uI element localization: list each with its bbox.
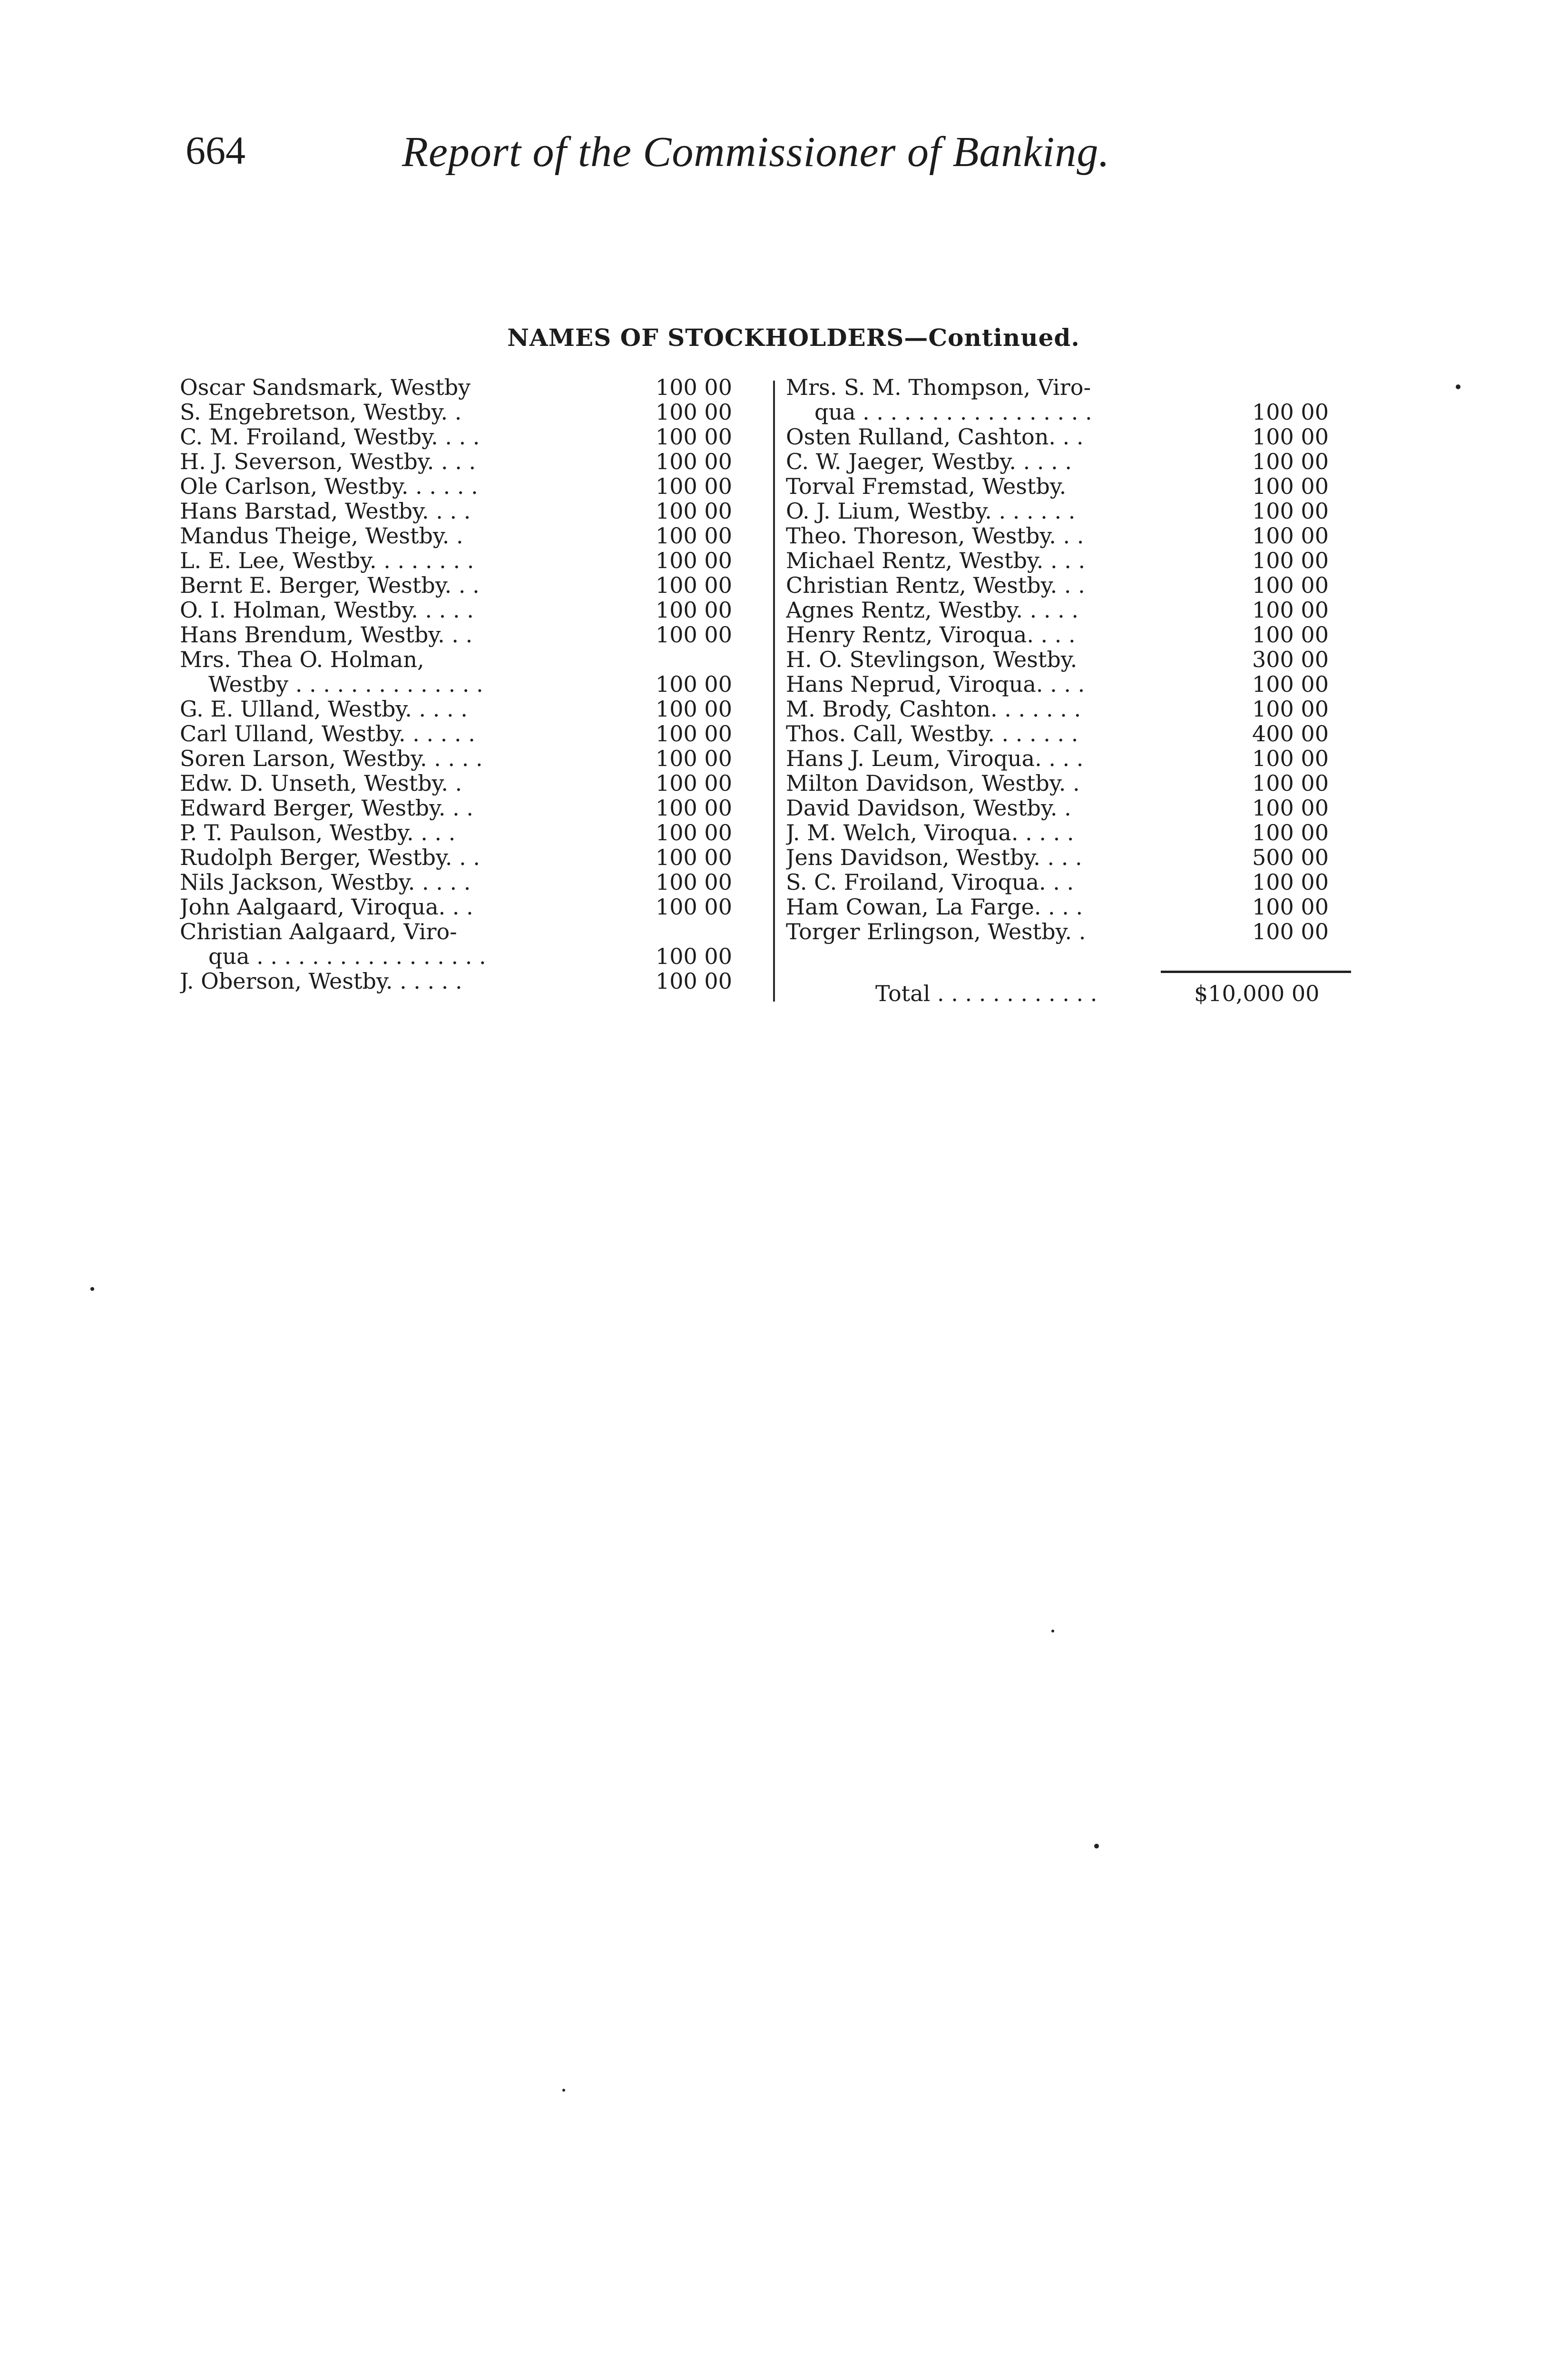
stockholder-row — [180, 424, 769, 449]
stockholder-name: Hans Barstad, Westby. . . . — [180, 499, 471, 523]
stockholder-row — [786, 622, 1381, 647]
stockholder-name: Mrs. Thea O. Holman, — [180, 647, 424, 672]
stockholder-name-continuation: qua . . . . . . . . . . . . . . . . . — [814, 400, 1092, 424]
stockholder-name: Ham Cowan, La Farge. . . . — [786, 895, 1083, 919]
stockholder-name: Michael Rentz, Westby. . . . — [786, 548, 1086, 573]
stockholder-name: Thos. Call, Westby. . . . . . . — [786, 721, 1078, 746]
stockholder-amount: 100 00 — [1252, 597, 1329, 623]
stockholder-amount: 500 00 — [1252, 845, 1329, 870]
column-divider — [773, 381, 775, 1002]
stockholder-row — [786, 845, 1381, 870]
stockholder-name: C. W. Jaeger, Westby. . . . . — [786, 449, 1072, 474]
stockholder-name: L. E. Lee, Westby. . . . . . . . — [180, 548, 474, 573]
stockholder-row — [180, 573, 769, 598]
stockholder-name: David Davidson, Westby. . — [786, 796, 1071, 820]
stockholder-amount: 100 00 — [656, 572, 732, 598]
stockholder-amount: 100 00 — [656, 671, 732, 697]
stockholder-name: Edw. D. Unseth, Westby. . — [180, 771, 462, 796]
stockholder-amount: 100 00 — [1252, 770, 1329, 796]
stockholder-name-continuation: Westby . . . . . . . . . . . . . . — [208, 672, 483, 697]
stockholder-amount: 100 00 — [1252, 548, 1329, 573]
stockholder-row — [180, 622, 769, 647]
stockholder-amount: 100 00 — [656, 746, 732, 771]
stockholder-row — [180, 400, 769, 424]
stockholder-amount: 100 00 — [656, 548, 732, 573]
stockholder-amount: 100 00 — [656, 795, 732, 821]
stockholder-row — [180, 845, 769, 870]
stockholder-row — [786, 499, 1381, 523]
stockholder-row — [786, 523, 1381, 548]
stockholder-row — [786, 895, 1381, 919]
stockholder-amount: 100 00 — [656, 968, 732, 994]
stockholder-row — [786, 870, 1381, 895]
stockholder-amount: 100 00 — [656, 845, 732, 870]
stockholder-row — [180, 548, 769, 573]
stockholder-name: Ole Carlson, Westby. . . . . . — [180, 474, 478, 499]
scan-speck — [1456, 384, 1460, 389]
stockholder-name: H. O. Stevlingson, Westby. — [786, 647, 1078, 672]
stockholder-row — [180, 969, 769, 993]
stockholder-amount: 100 00 — [656, 622, 732, 648]
stockholder-row — [180, 523, 769, 548]
stockholder-amount: 100 00 — [1252, 894, 1329, 920]
stockholder-row — [180, 499, 769, 523]
stockholder-amount: 100 00 — [656, 944, 732, 969]
stockholder-row — [786, 746, 1381, 771]
stockholder-name: Christian Aalgaard, Viro- — [180, 919, 457, 944]
stockholder-amount: 100 00 — [1252, 498, 1329, 524]
scan-speck — [90, 1287, 94, 1291]
stockholder-row — [180, 796, 769, 820]
stockholder-name: Hans Brendum, Westby. . . — [180, 622, 473, 647]
stockholder-row — [786, 647, 1381, 672]
stockholder-amount: 100 00 — [656, 597, 732, 623]
stockholder-amount: 100 00 — [1252, 671, 1329, 697]
stockholder-amount: 100 00 — [656, 424, 732, 450]
stockholder-name: Osten Rulland, Cashton. . . — [786, 424, 1084, 449]
stockholder-name: Soren Larson, Westby. . . . . — [180, 746, 483, 771]
stockholder-row — [786, 771, 1381, 796]
stockholder-name: Bernt E. Berger, Westby. . . — [180, 573, 480, 598]
stockholder-row — [786, 548, 1381, 573]
stockholder-name: Hans J. Leum, Viroqua. . . . — [786, 746, 1084, 771]
stockholders-left-column — [180, 375, 769, 993]
stockholder-amount: 100 00 — [1252, 820, 1329, 845]
stockholder-name: Oscar Sandsmark, Westby — [180, 375, 471, 400]
stockholder-row — [786, 919, 1381, 944]
stockholder-amount: 100 00 — [656, 523, 732, 549]
stockholder-amount: 100 00 — [1252, 795, 1329, 821]
stockholder-row — [180, 895, 769, 919]
stockholder-name: M. Brody, Cashton. . . . . . . — [786, 697, 1081, 721]
stockholder-row — [180, 820, 769, 845]
stockholder-name: Nils Jackson, Westby. . . . . — [180, 870, 471, 895]
stockholder-name: Jens Davidson, Westby. . . . — [786, 845, 1082, 870]
stockholder-name: Mandus Theige, Westby. . — [180, 523, 463, 548]
stockholder-row — [180, 919, 769, 969]
stockholder-amount: 100 00 — [1252, 572, 1329, 598]
stockholder-amount: 100 00 — [1252, 523, 1329, 549]
page-number: 664 — [186, 128, 245, 173]
stockholder-row — [180, 598, 769, 622]
stockholder-amount: 100 00 — [1252, 399, 1329, 425]
stockholder-row — [786, 573, 1381, 598]
stockholder-row — [180, 375, 769, 400]
stockholder-row — [786, 375, 1381, 424]
stockholder-name: C. M. Froiland, Westby. . . . — [180, 424, 480, 449]
page-header — [186, 128, 1375, 185]
stockholder-name: J. M. Welch, Viroqua. . . . . — [786, 820, 1074, 845]
stockholder-amount: 100 00 — [1252, 622, 1329, 648]
stockholder-row — [180, 771, 769, 796]
stockholder-amount: 300 00 — [1252, 647, 1329, 672]
stockholder-name: Christian Rentz, Westby. . . — [786, 573, 1085, 598]
stockholder-row — [786, 820, 1381, 845]
stockholder-name: H. J. Severson, Westby. . . . — [180, 449, 476, 474]
stockholder-name: Agnes Rentz, Westby. . . . . — [786, 598, 1078, 622]
stockholder-name: J. Oberson, Westby. . . . . . — [180, 969, 462, 993]
stockholder-name: Henry Rentz, Viroqua. . . . — [786, 622, 1076, 647]
stockholder-row — [180, 746, 769, 771]
stockholder-row — [180, 721, 769, 746]
stockholder-row — [180, 449, 769, 474]
stockholder-amount: 100 00 — [656, 399, 732, 425]
stockholder-name: O. I. Holman, Westby. . . . . — [180, 598, 474, 622]
stockholder-row — [786, 424, 1381, 449]
stockholder-row — [786, 474, 1381, 499]
stockholder-row — [180, 474, 769, 499]
total-rule — [1161, 971, 1351, 973]
stockholder-name: John Aalgaard, Viroqua. . . — [180, 895, 473, 919]
stockholder-amount: 100 00 — [1252, 473, 1329, 499]
stockholder-row — [786, 449, 1381, 474]
stockholder-amount: 100 00 — [1252, 869, 1329, 895]
stockholder-amount: 100 00 — [656, 820, 732, 845]
stockholder-name: O. J. Lium, Westby. . . . . . . — [786, 499, 1076, 523]
stockholder-row — [786, 697, 1381, 721]
stockholder-name: G. E. Ulland, Westby. . . . . — [180, 697, 468, 721]
stockholder-amount: 100 00 — [656, 473, 732, 499]
stockholder-amount: 400 00 — [1252, 721, 1329, 747]
stockholder-amount: 100 00 — [656, 696, 732, 722]
stockholder-name: Milton Davidson, Westby. . — [786, 771, 1080, 796]
stockholder-amount: 100 00 — [656, 449, 732, 474]
stockholder-name: S. Engebretson, Westby. . — [180, 400, 462, 424]
stockholder-amount: 100 00 — [1252, 696, 1329, 722]
stockholder-row — [180, 697, 769, 721]
stockholder-row — [180, 870, 769, 895]
scan-speck — [1051, 1630, 1054, 1632]
total-label: Total . . . . . . . . . . . . — [875, 981, 1098, 1006]
stockholder-row — [180, 647, 769, 697]
stockholder-name: Carl Ulland, Westby. . . . . . — [180, 721, 475, 746]
stockholder-amount: 100 00 — [1252, 919, 1329, 944]
stockholder-amount: 100 00 — [656, 374, 732, 400]
stockholder-name: Rudolph Berger, Westby. . . — [180, 845, 480, 870]
total-value: $10,000 00 — [1194, 981, 1320, 1006]
stockholder-name: Torger Erlingson, Westby. . — [786, 919, 1086, 944]
stockholder-row — [786, 796, 1381, 820]
stockholder-row — [786, 672, 1381, 697]
stockholder-amount: 100 00 — [656, 770, 732, 796]
stockholder-amount: 100 00 — [656, 894, 732, 920]
stockholder-amount: 100 00 — [656, 721, 732, 747]
scan-speck — [1094, 1844, 1099, 1848]
running-title: Report of the Commissioner of Banking. — [402, 128, 1110, 176]
stockholder-name: Edward Berger, Westby. . . — [180, 796, 474, 820]
stockholder-name: Hans Neprud, Viroqua. . . . — [786, 672, 1085, 697]
stockholder-amount: 100 00 — [1252, 746, 1329, 771]
stockholder-name: Mrs. S. M. Thompson, Viro- — [786, 375, 1091, 400]
stockholder-name-continuation: qua . . . . . . . . . . . . . . . . . — [208, 944, 486, 969]
stockholder-amount: 100 00 — [1252, 424, 1329, 450]
section-heading: NAMES OF STOCKHOLDERS—Continued. — [507, 324, 1080, 352]
stockholder-name: P. T. Paulson, Westby. . . . — [180, 820, 456, 845]
stockholder-row — [786, 721, 1381, 746]
stockholder-row — [786, 598, 1381, 622]
stockholder-name: Theo. Thoreson, Westby. . . — [786, 523, 1084, 548]
stockholders-right-column — [786, 375, 1381, 944]
stockholder-name: S. C. Froiland, Viroqua. . . — [786, 870, 1074, 895]
stockholder-name: Torval Fremstad, Westby. — [786, 474, 1067, 499]
stockholder-amount: 100 00 — [656, 869, 732, 895]
stockholder-amount: 100 00 — [1252, 449, 1329, 474]
scan-speck — [562, 2089, 565, 2092]
stockholder-amount: 100 00 — [656, 498, 732, 524]
